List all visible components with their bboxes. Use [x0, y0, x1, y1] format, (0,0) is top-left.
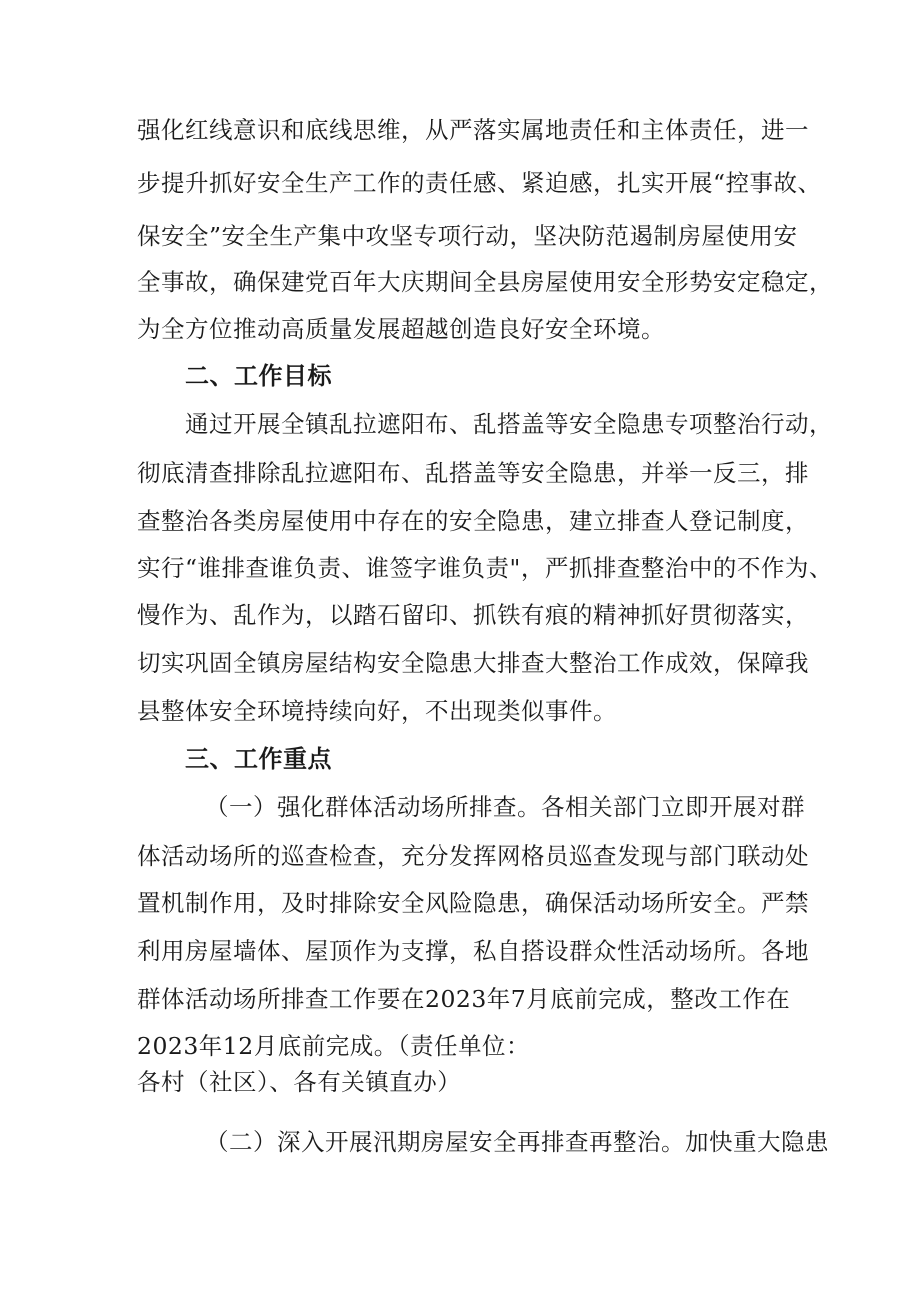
paragraph-line: 各村（社区）、各有关镇直办） [137, 1068, 462, 1096]
paragraph-line: 强化红线意识和底线思维，从严落实属地责任和主体责任，进一 [137, 116, 809, 144]
paragraph-line: 全事故，确保建党百年大庆期间全县房屋使用安全形势安定稳定， [137, 268, 833, 296]
paragraph-line: 利用房屋墙体、屋顶作为支撑，私自搭设群众性活动场所。各地 [137, 937, 809, 965]
paragraph-line: 县整体安全环境持续向好，不出现类似事件。 [137, 697, 617, 725]
paragraph-line: （一）强化群体活动场所排查。各相关部门立即开展对群 [205, 793, 805, 821]
paragraph-line: 查整治各类房屋使用中存在的安全隐患，建立排查人登记制度， [137, 507, 809, 535]
paragraph-line: 群体活动场所排查工作要在2023年7月底前完成，整改工作在 [137, 985, 791, 1013]
paragraph-line: 置机制作用，及时排除安全风险隐患，确保活动场所安全。严禁 [137, 889, 809, 917]
paragraph-line: 慢作为、乱作为，以踏石留印、抓铁有痕的精神抓好贯彻落实， [137, 601, 809, 629]
section-heading-priorities: 三、工作重点 [185, 745, 332, 773]
paragraph-line: （二）深入开展汛期房屋安全再排查再整治。加快重大隐患 [205, 1128, 829, 1156]
paragraph-line: 切实巩固全镇房屋结构安全隐患大排查大整治工作成效，保障我 [137, 649, 809, 677]
paragraph-line: 体活动场所的巡查检查，充分发挥网格员巡查发现与部门联动处 [137, 842, 809, 870]
paragraph-line: 步提升抓好安全生产工作的责任感、紧迫感，扎实开展“控事故、 [137, 169, 822, 197]
section-heading-goals: 二、工作目标 [185, 362, 332, 390]
paragraph-line: 实行“谁排查谁负责、谁签字谁负责"，严抓排查整治中的不作为、 [137, 554, 833, 582]
paragraph-line: 通过开展全镇乱拉遮阳布、乱搭盖等安全隐患专项整治行动， [185, 410, 833, 438]
paragraph-line: 2023年12月底前完成。（责任单位： [137, 1032, 530, 1060]
paragraph-line: 保安全”安全生产集中攻坚专项行动，坚决防范遏制房屋使用安 [137, 222, 798, 250]
paragraph-line: 彻底清查排除乱拉遮阳布、乱搭盖等安全隐患，并举一反三，排 [137, 459, 809, 487]
paragraph-line: 为全方位推动高质量发展超越创造良好安全环境。 [137, 315, 665, 343]
